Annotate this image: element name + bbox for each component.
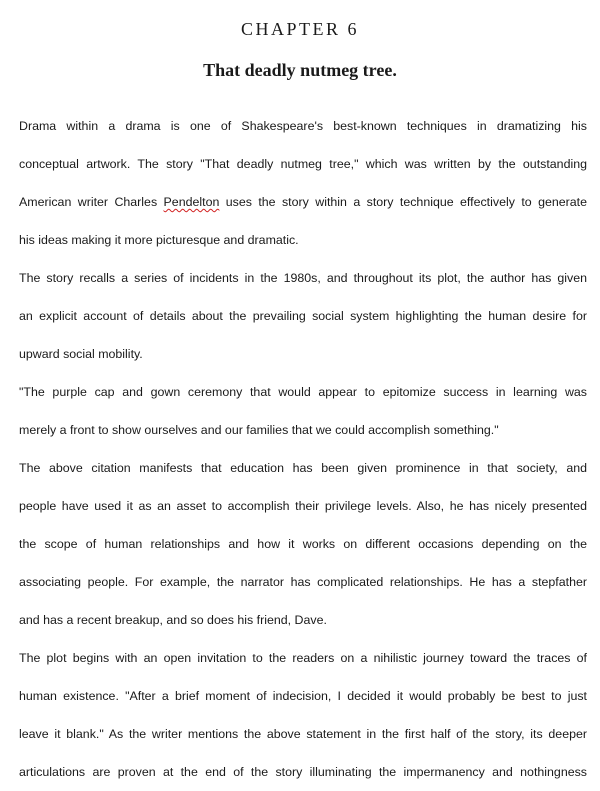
text-line: merely a front to show ourselves and our families that we could accomplish something." — [19, 423, 499, 437]
text-line: an explicit account of details about the prevailing social system highlighting the human desire for — [19, 309, 587, 323]
text-line: leave it blank." As the writer mentions the above statement in the first half of the story, its deeper — [19, 727, 587, 741]
text-line: The story recalls a series of incidents in the 1980s, and throughout its plot, the author has given — [19, 271, 587, 285]
spellcheck-flagged-word[interactable]: Pendelton — [163, 195, 220, 209]
paragraph — [19, 449, 587, 639]
paragraph — [19, 373, 587, 449]
text-line: and has a recent breakup, and so does his friend, Dave. — [19, 613, 327, 627]
text-line: articulations are proven at the end of the story illuminating the impermanency and nothingness — [19, 765, 587, 779]
text-line: people have used it as an asset to accomplish their privilege levels. Also, he has nicely presented — [19, 499, 587, 513]
paragraph — [19, 107, 587, 259]
text-line: associating people. For example, the narrator has complicated relationships. He has a stepfather — [19, 575, 587, 589]
text-line-part: American writer Charles — [19, 195, 164, 209]
body-text — [19, 107, 587, 791]
text-line: human existence. "After a brief moment of indecision, I decided it would probably be best to just — [19, 689, 587, 703]
text-line: The above citation manifests that education has been given prominence in that society, and — [19, 461, 587, 475]
chapter-heading: CHAPTER 6 — [240, 19, 359, 39]
text-line: conceptual artwork. The story "That deadly nutmeg tree," which was written by the outstanding — [19, 157, 587, 171]
text-line: his ideas making it more picturesque and dramatic. — [19, 233, 299, 247]
text-line: the scope of human relationships and how it works on different occasions depending on the — [19, 537, 587, 551]
text-line: Drama within a drama is one of Shakespeare's best-known techniques in dramatizing his — [19, 119, 587, 133]
chapter-title: That deadly nutmeg tree. — [203, 60, 397, 80]
paragraph — [19, 259, 587, 373]
text-line-part: uses the story within a story technique effectively to generate — [219, 195, 587, 209]
paragraph — [19, 639, 587, 791]
text-line: "The purple cap and gown ceremony that would appear to epitomize success in learning was — [19, 385, 587, 399]
text-line: The plot begins with an open invitation to the readers on a nihilistic journey toward the traces of — [19, 651, 587, 665]
text-line — [19, 183, 587, 221]
text-line: upward social mobility. — [19, 347, 143, 361]
